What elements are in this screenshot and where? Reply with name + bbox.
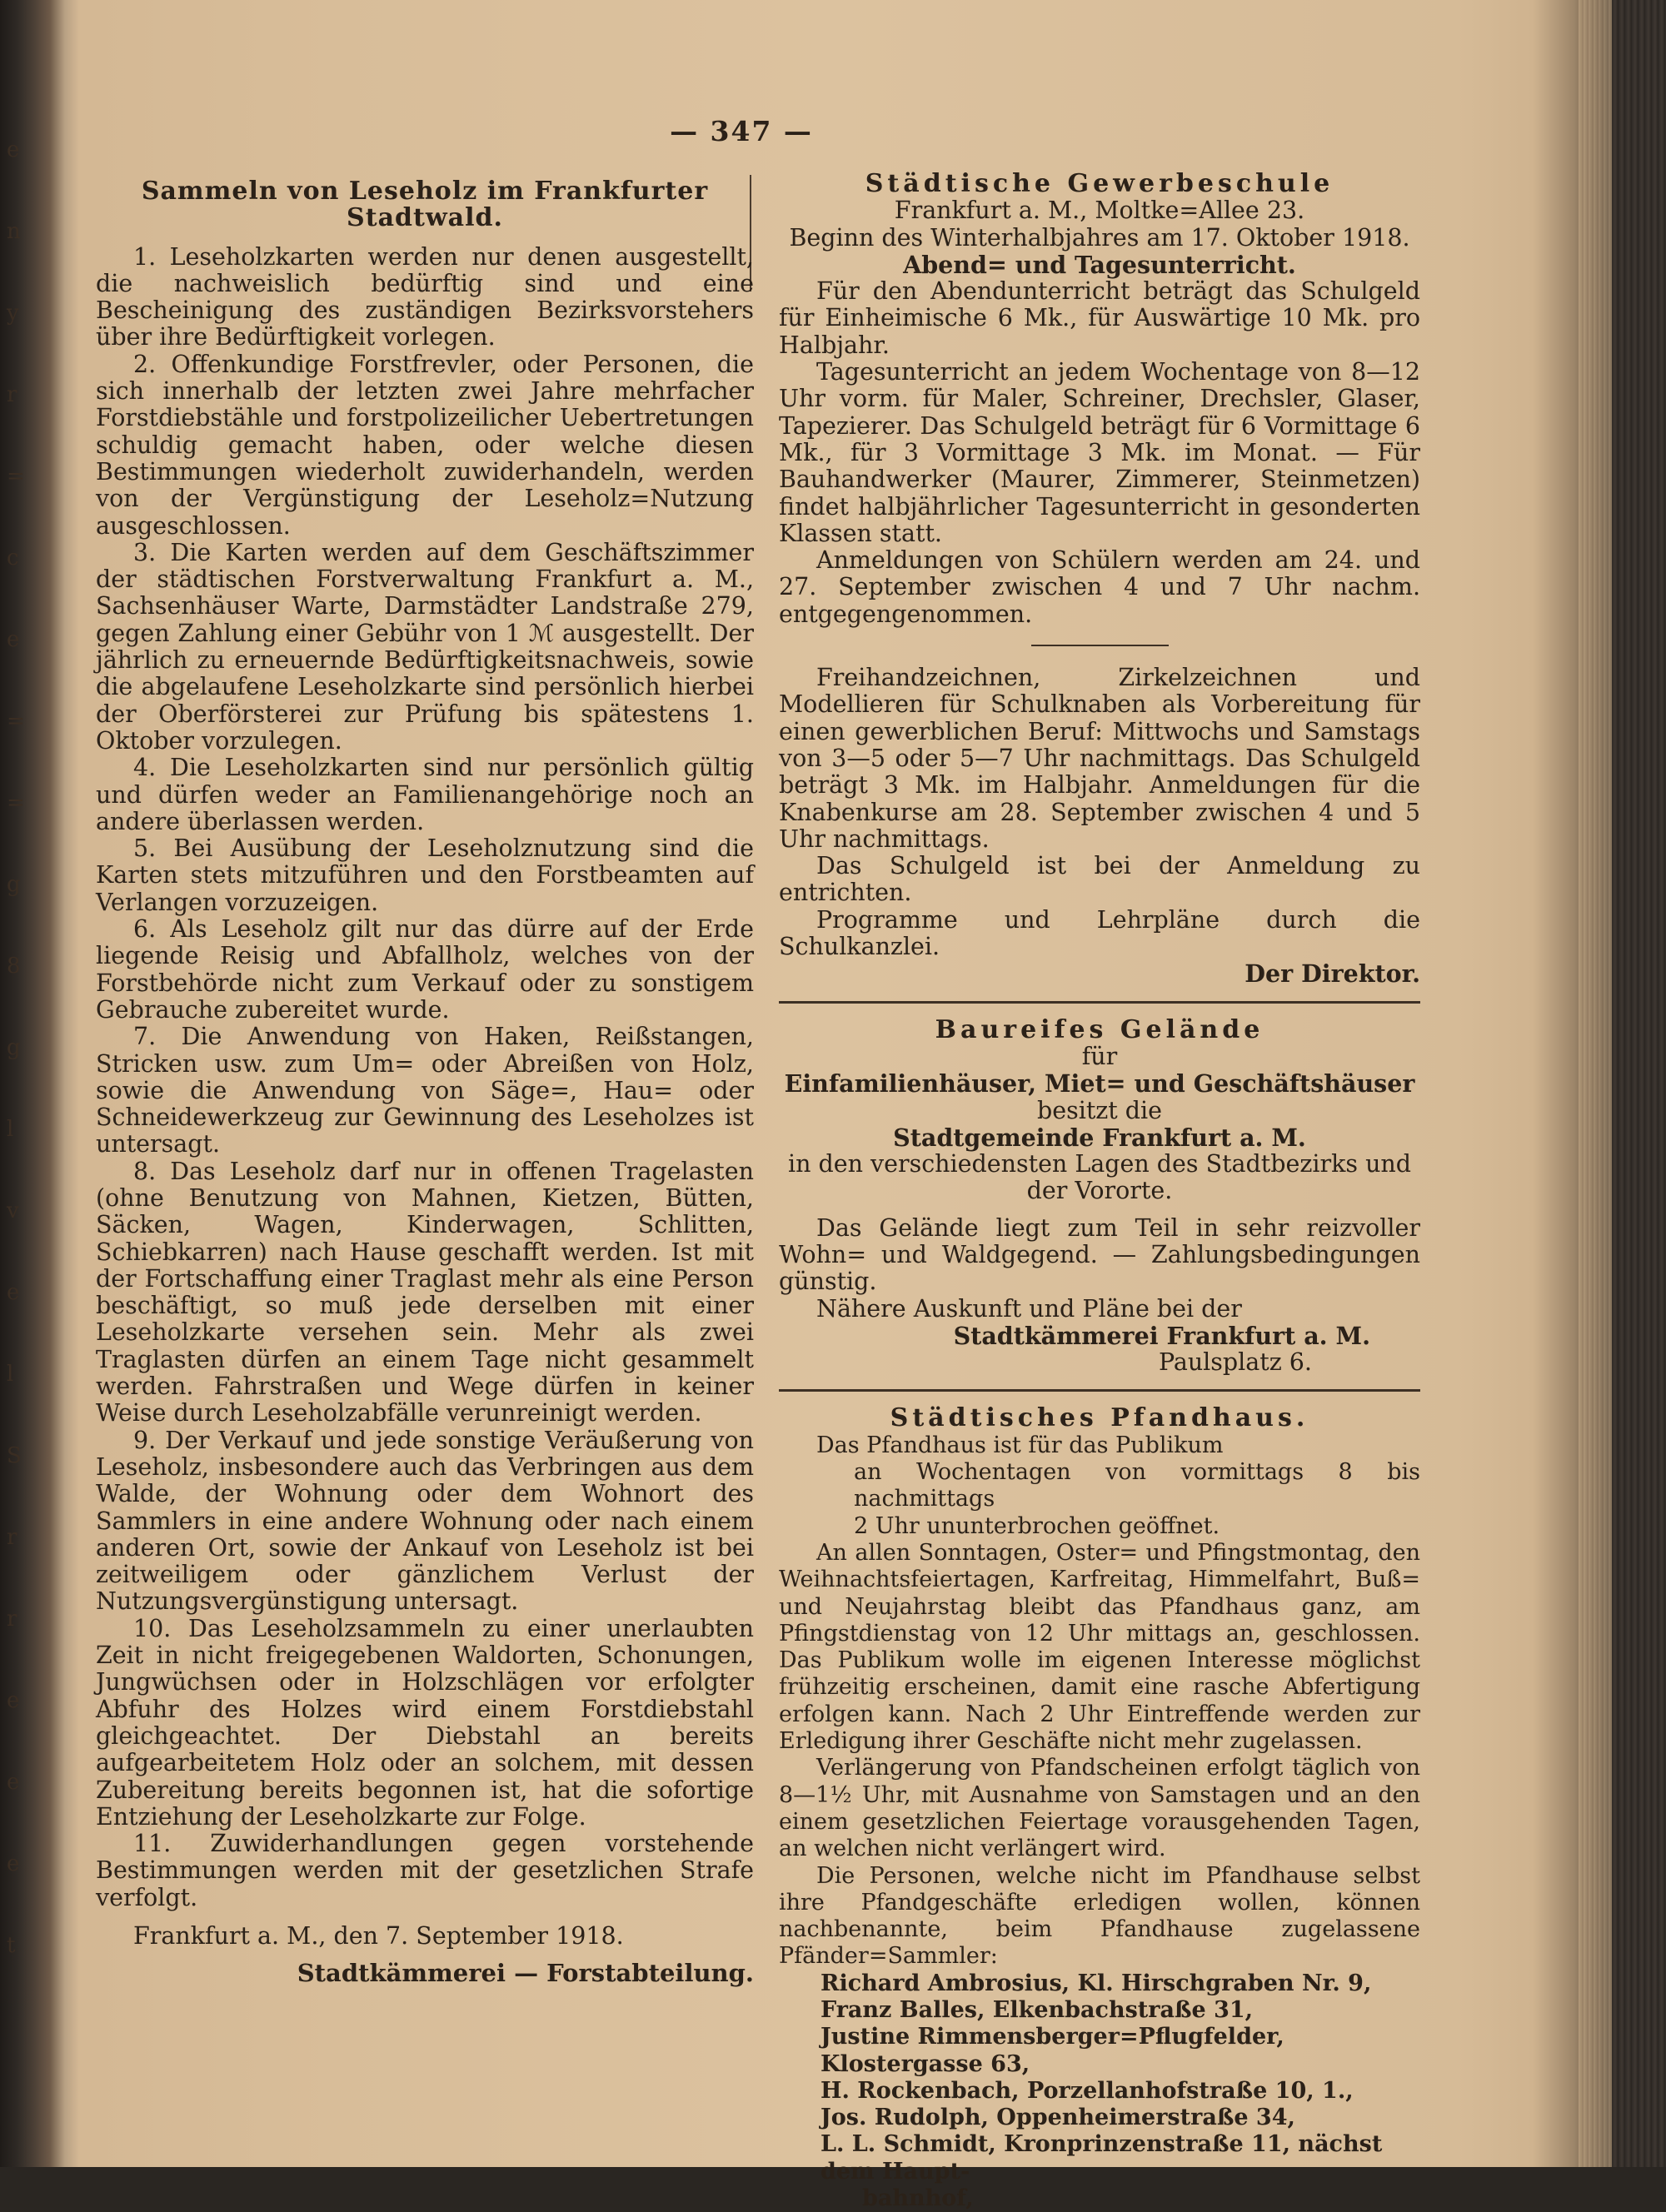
leseholz-paragraph: 11. Zuwiderhandlungen gegen vorstehende Bestimmungen werden mit der gesetzlichen Strafe verfolgt. — [96, 1830, 754, 1911]
margin-fragment: e — [7, 1851, 20, 1876]
leseholz-paragraph: 6. Als Leseholz gilt nur das dürre auf der Erde liegende Reisig und Abfallholz, welches von der Forstbehörde nicht zum Verkauf oder zu sonstigem Gebrauche zubereitet wurde. — [96, 915, 754, 1024]
margin-fragment: = — [7, 709, 25, 734]
gewerbeschule-start: Beginn des Winterhalbjahres am 17. Oktober 1918. — [789, 223, 1410, 252]
baugelaende-title: Baureifes Gelände — [935, 1014, 1264, 1044]
margin-fragment: = — [7, 464, 25, 489]
margin-fragment: g — [7, 1035, 21, 1060]
margin-fragment: 8 — [7, 954, 21, 979]
margin-fragment: y — [7, 301, 19, 326]
leseholz-paragraph: 9. Der Verkauf und jede sonstige Veräußerung von Leseholz, insbesondere auch das Verbringen aus dem Walde, der Wohnung oder dem Wohnort des Sammlers in eine andere Wohnung oder nach einem anderen Ort, sowie der Ankauf von Leseholz ist bei zeitweiligem oder gänzlichem Verlust der Nutzungsvergünstigung untersagt. — [96, 1426, 754, 1616]
margin-fragment: e — [7, 137, 20, 162]
pfandhaus-collector: Justine Rimmensberger=Pflugfelder, Klostergasse 63, — [821, 2024, 1284, 2077]
baugelaende-fuer: für — [1081, 1042, 1118, 1070]
gewerbeschule-notice — [779, 171, 1420, 988]
margin-fragment: r — [7, 1607, 17, 1632]
leseholz-paragraph: 10. Das Leseholzsammeln zu einer unerlaubten Zeit in nicht freigegebenen Waldorten, Schonungen, Jungwüchsen oder in Holzschlägen vor erfolgter Abfuhr des Holzes wird einem Forstdiebstahl gleichgeachtet. Der Diebstahl an bereits aufgearbeitetem Holz oder an solchem, mit dessen Zubereitung bereits begonnen ist, hat die sofortige Entziehung der Leseholzkarte zur Folge. — [96, 1614, 754, 1831]
pfandhaus-collector: Franz Balles, Elkenbachstraße 31, — [821, 1997, 1254, 2023]
leseholz-signature: Stadtkämmerei — Forstabteilung. — [297, 1959, 754, 1988]
baugelaende-info: Nähere Auskunft und Pläne bei der — [816, 1294, 1242, 1323]
pfandhaus-paragraph: Die Personen, welche nicht im Pfandhause selbst ihre Pfandgeschäfte erledigen wollen, können nachbenannte, beim Pfandhause zugelassene Pfänder=Sammler: — [779, 1862, 1420, 1970]
pfandhaus-collector-cont: bahnhof, — [862, 2185, 974, 2212]
pfandhaus-collector: L. L. Schmidt, Kronprinzenstraße 11, nächst dem Haupt- — [821, 2131, 1383, 2185]
margin-fragment: n — [7, 219, 21, 244]
facing-page-fragments — [0, 125, 25, 1958]
gewerbeschule-title: Städtische Gewerbeschule — [865, 169, 1334, 198]
pfandhaus-paragraph: Verlängerung von Pfandscheinen erfolgt täglich von 8—1½ Uhr, mit Ausnahme von Samstagen und an den einem gesetzlichen Feiertage vorausgehenden Tagen, an welchen nicht verlängert wird. — [779, 1755, 1420, 1862]
short-divider — [1031, 645, 1169, 646]
pfandhaus-collector: Richard Ambrosius, Kl. Hirschgraben Nr. 9, — [821, 1970, 1372, 1996]
margin-fragment: r — [7, 1525, 17, 1550]
pfandhaus-collector: H. Rockenbach, Porzellanhofstraße 10, 1., — [821, 2077, 1354, 2104]
baugelaende-types: Einfamilienhäuser, Miet= und Geschäftshäuser — [784, 1069, 1415, 1099]
gewerbeschule-paragraphs-2 — [779, 665, 1420, 960]
section-divider — [779, 1001, 1420, 1004]
margin-fragment: r — [7, 382, 17, 407]
margin-fragment: e — [7, 1770, 20, 1795]
pfandhaus-hours-2: an Wochentagen von vormittags 8 bis nachmittags — [854, 1459, 1420, 1512]
margin-fragment: S — [7, 1443, 22, 1468]
leseholz-column — [96, 178, 754, 2011]
baugelaende-notice — [779, 1014, 1420, 1377]
pfandhaus-paragraph: An allen Sonntagen, Oster= und Pfingstmontag, den Weihnachtsfeiertagen, Karfreitag, Himmelfahrt, Buß= und Neujahrstag bleibt das Pfandhaus ganz, am Pfingstdienstag von 12 Uhr mittags an, geschlossen. Das Publikum wolle im eigenen Interesse möglichst frühzeitig erscheinen, damit eine rasche Abfertigung erfolgen kann. Nach 2 Uhr Eintreffende werden zur Erledigung ihrer Geschäfte nicht mehr zugelassen. — [779, 1539, 1420, 1755]
gewerbeschule-paragraph: Für den Abendunterricht beträgt das Schulgeld für Einheimische 6 Mk., für Auswärtige 10 Mk. pro Halbjahr. — [779, 277, 1420, 359]
leseholz-paragraph: 2. Offenkundige Forstfrevler, oder Personen, die sich innerhalb der letzten zwei Jahre mehrfacher Forstdiebstähle und forstpolizeilicher Uebertretungen schuldig gemacht haben, oder welche diesen Bestimmungen wiederholt zuwiderhandeln, werden von der Vergünstigung der Leseholz=Nutzung ausgeschlossen. — [96, 350, 754, 540]
page-number: — 347 — — [670, 115, 813, 147]
margin-fragment: t — [7, 1933, 16, 1958]
margin-fragment: v — [7, 1198, 19, 1223]
baugelaende-owner: Stadtgemeinde Frankfurt a. M. — [893, 1123, 1306, 1152]
pfandhaus-hours-1: Das Pfandhaus ist für das Publikum — [816, 1432, 1224, 1458]
leseholz-paragraph: 4. Die Leseholzkarten sind nur persönlich gültig und dürfen weder an Familienangehörige noch an andere überlassen werden. — [96, 754, 754, 835]
gewerbeschule-paragraph: Tagesunterricht an jedem Wochentage von 8—12 Uhr vorm. für Maler, Schreiner, Drechsler, Glaser, Tapezierer. Das Schulgeld beträgt für 6 Vormittage 6 Mk., für 3 Vormittage 3 Mk. im Monat. — Für Bauhandwerker (Maurer, Zimmerer, Steinmetzen) findet halbjährlicher Tagesunterricht in gesonderten Klassen statt. — [779, 358, 1420, 547]
leseholz-paragraph: 7. Die Anwendung von Haken, Reißstangen, Stricken usw. zum Um= oder Abreißen von Holz, sowie die Anwendung von Säge=, Hau= oder Schneidewerkzeug zur Gewinnung des Leseholzes ist untersagt. — [96, 1023, 754, 1158]
pfandhaus-paragraphs — [779, 1540, 1420, 1970]
leseholz-paragraph: 1. Leseholzkarten werden nur denen ausgestellt, die nachweislich bedürftig sind und eine Bescheinigung des zuständigen Bezirksvorstehers über ihre Bedürftigkeit vorlegen. — [96, 242, 754, 351]
pfandhaus-collectors — [779, 1970, 1420, 2185]
leseholz-rules — [96, 244, 754, 1911]
margin-fragment: = — [7, 790, 25, 815]
leseholz-paragraph: 8. Das Leseholz darf nur in offenen Tragelasten (ohne Benutzung von Mahnen, Kietzen, Bütten, Säcken, Wagen, Kinderwagen, Schlitten, Schiebkarren) nach Hause geschafft werden. Ist mit der Fortschaffung einer Traglast mehr als eine Person beschäftigt, so muß jede derselben mit einer Leseholzkarte versehen sein. Mehr als zwei Traglasten dürfen an einem Tage nicht gesammelt werden. Fahrstraßen und Wege dürfen in keiner Weise durch Leseholzabfälle verunreinigt werden. — [96, 1157, 754, 1427]
pfandhaus-notice — [779, 1405, 1420, 2212]
gewerbeschule-subtitle: Abend= und Tagesunterricht. — [903, 250, 1296, 279]
baugelaende-office: Stadtkämmerei Frankfurt a. M. — [953, 1321, 1370, 1350]
leseholz-paragraph: 5. Bei Ausübung der Leseholznutzung sind die Karten stets mitzuführen und den Forstbeamten auf Verlangen vorzuzeigen. — [96, 834, 754, 916]
baugelaende-terrain: Das Gelände liegt zum Teil in sehr reizvoller Wohn= und Waldgegend. — Zahlungsbedingungen günstig. — [779, 1213, 1420, 1296]
margin-fragment: g — [7, 872, 21, 897]
gewerbeschule-paragraph: Programme und Lehrpläne durch die Schulkanzlei. — [779, 905, 1420, 961]
gewerbeschule-paragraph: Freihandzeichnen, Zirkelzeichnen und Modellieren für Schulknaben als Vorbereitung für einen gewerblichen Beruf: Mittwochs und Samstags von 3—5 oder 5—7 Uhr nachmittags. Das Schulgeld beträgt 3 Mk. im Halbjahr. Anmeldungen für die Knabenkurse am 28. September zwischen 4 und 5 Uhr nachmittags. — [779, 664, 1420, 853]
leseholz-paragraph: 3. Die Karten werden auf dem Geschäftszimmer der städtischen Forstverwaltung Frankfurt a. M., Sachsenhäuser Warte, Darmstädter Landstraße 279, gegen Zahlung einer Gebühr von 1 ℳ ausgestellt. Der jährlich zu erneuernde Bedürftigkeitsnachweis, sowie die abgelaufene Leseholzkarte sind persönlich hierbei der Oberförsterei zur Prüfung bis spätestens 1. Oktober vorzulegen. — [96, 538, 754, 755]
pfandhaus-title: Städtisches Pfandhaus. — [890, 1403, 1309, 1433]
gewerbeschule-address: Frankfurt a. M., Moltke=Allee 23. — [894, 197, 1305, 225]
margin-fragment: l — [7, 1362, 14, 1387]
notices-column — [779, 171, 1420, 2212]
margin-fragment: e — [7, 1688, 20, 1713]
margin-fragment: c — [7, 546, 19, 570]
margin-fragment: e — [7, 627, 20, 652]
book-binding — [1612, 0, 1666, 2167]
leseholz-date: Frankfurt a. M., den 7. September 1918. — [133, 1922, 624, 1950]
baugelaende-locations: in den verschiedensten Lagen des Stadtbezirks und der Vororte. — [787, 1150, 1412, 1205]
margin-fragment: l — [7, 1117, 14, 1142]
page-edges — [1579, 0, 1612, 2167]
leseholz-title: Sammeln von Leseholz im Frankfurter Stadtwald. — [141, 177, 709, 233]
gewerbeschule-paragraph: Das Schulgeld ist bei der Anmeldung zu entrichten. — [779, 852, 1420, 907]
pfandhaus-hours-3: 2 Uhr ununterbrochen geöffnet. — [854, 1512, 1220, 1539]
baugelaende-address: Paulsplatz 6. — [1158, 1348, 1312, 1377]
pfandhaus-collector: Jos. Rudolph, Oppenheimerstraße 34, — [821, 2105, 1295, 2131]
gewerbeschule-paragraphs — [779, 278, 1420, 628]
margin-fragment: e — [7, 1280, 20, 1305]
gewerbeschule-signature: Der Direktor. — [1245, 959, 1420, 989]
section-divider-2 — [779, 1389, 1420, 1392]
baugelaende-besitzt: besitzt die — [1036, 1096, 1163, 1124]
gewerbeschule-paragraph: Anmeldungen von Schülern werden am 24. und 27. September zwischen 4 und 7 Uhr nachm. entgegengenommen. — [779, 546, 1420, 628]
